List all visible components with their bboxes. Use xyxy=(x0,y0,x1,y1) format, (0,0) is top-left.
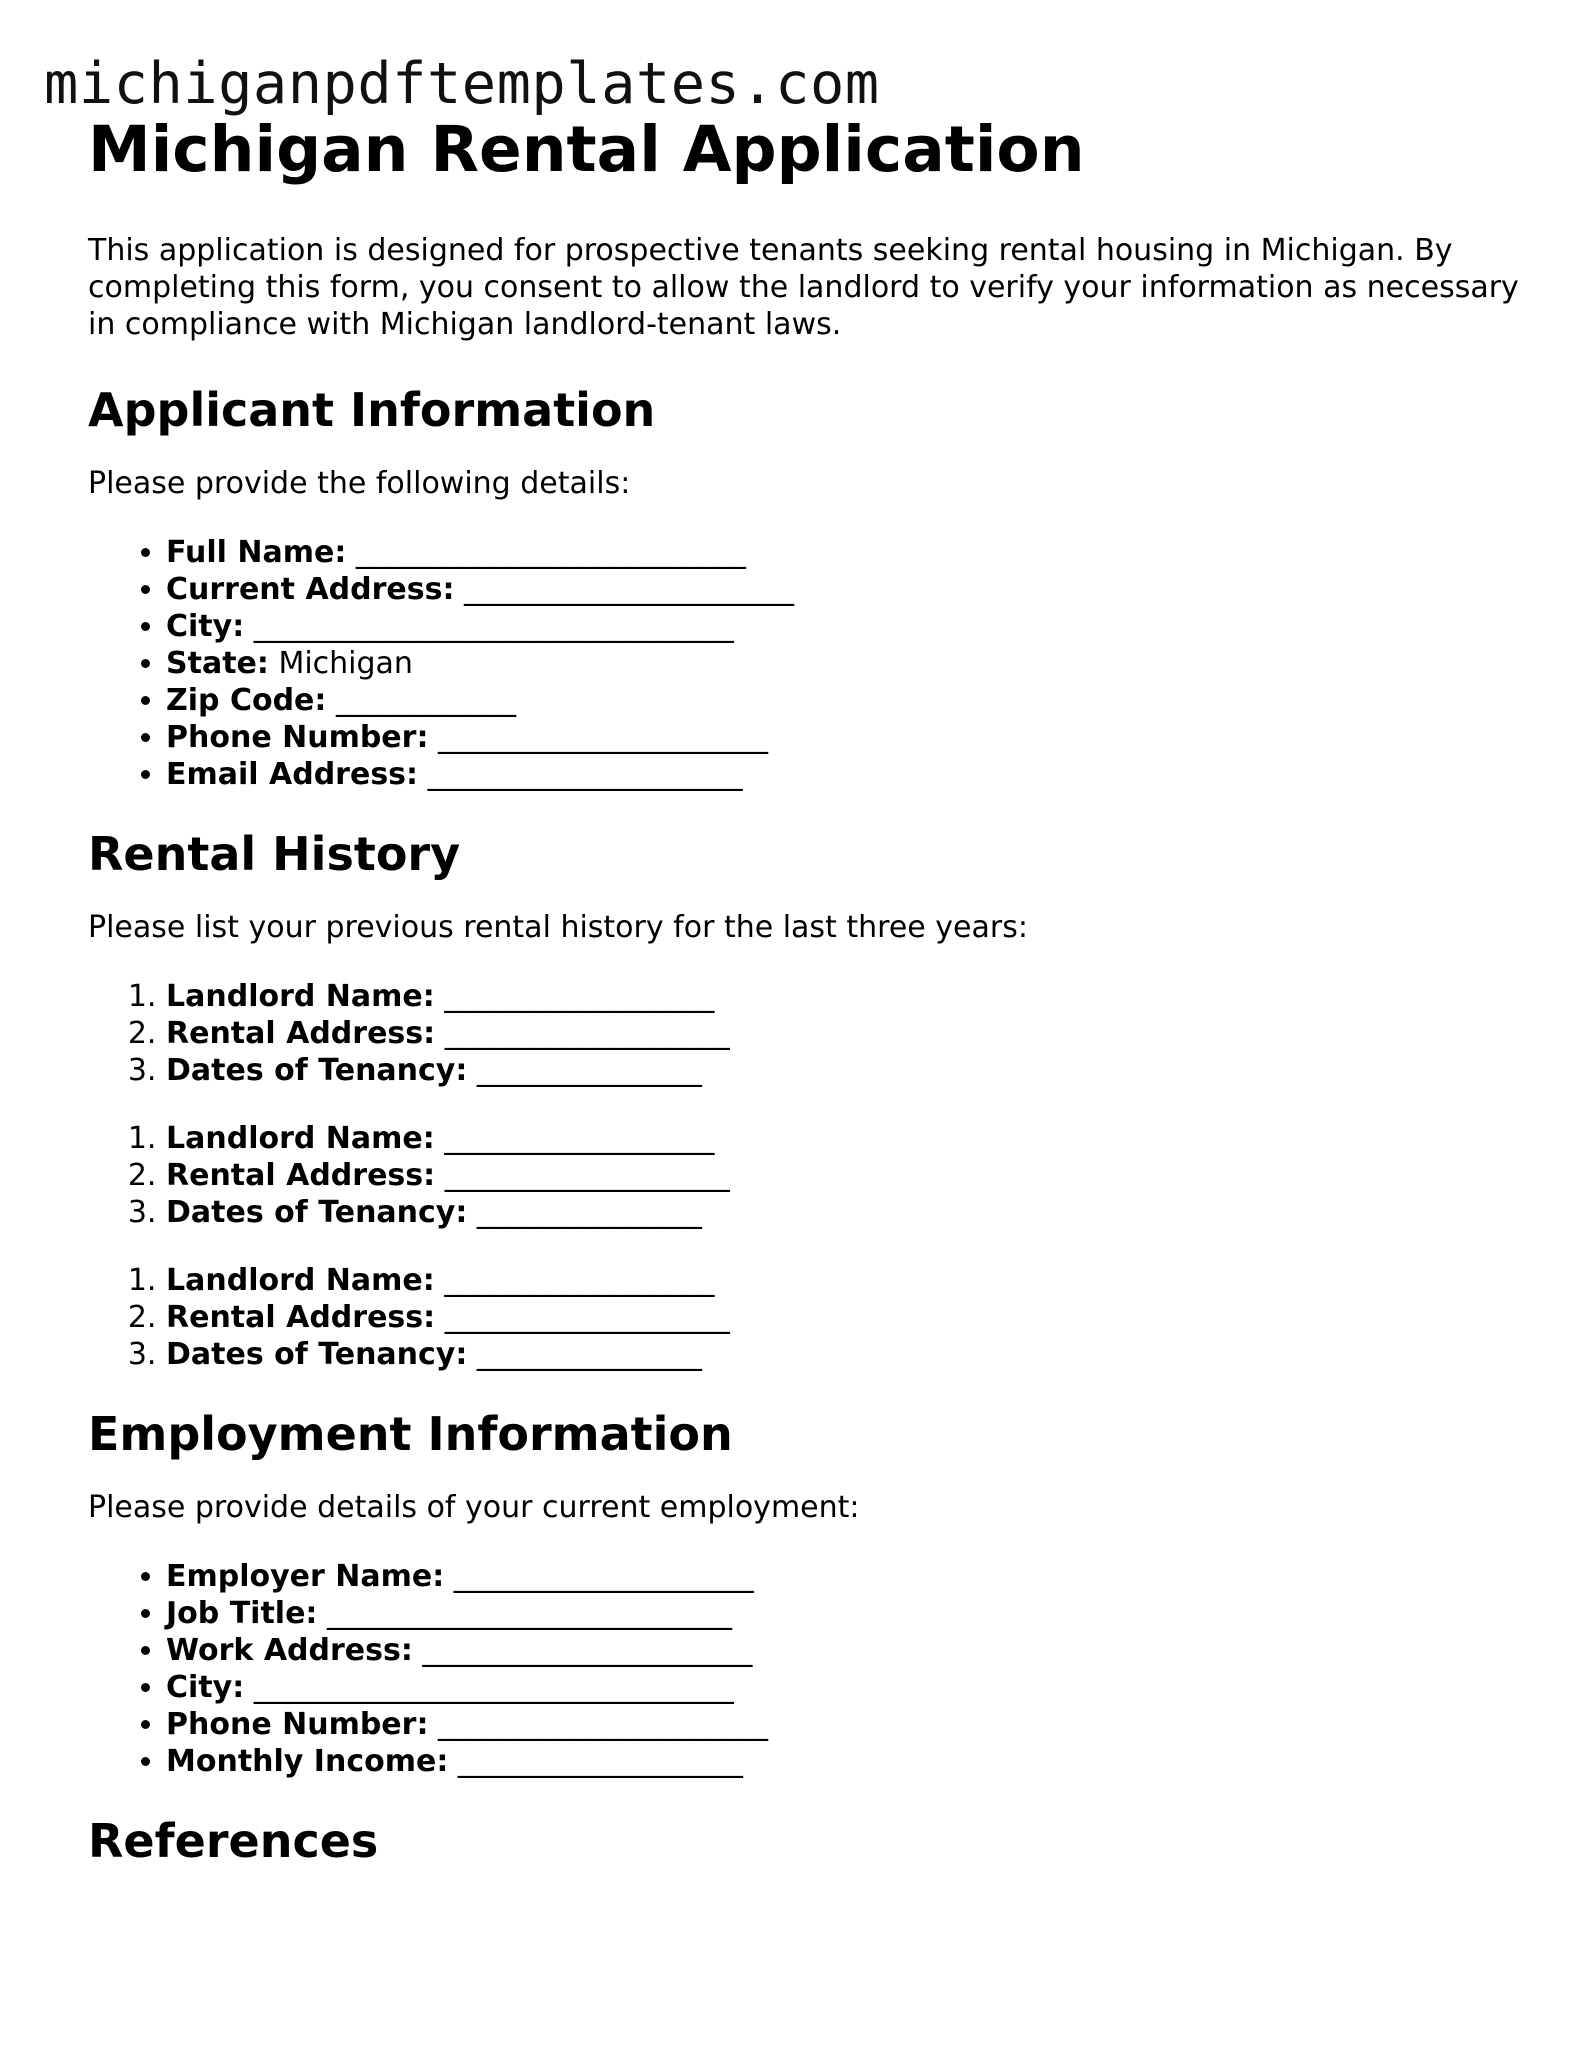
field-value: ____________ xyxy=(335,683,516,718)
field-label: City: xyxy=(166,1670,245,1705)
field-value: _____________________ xyxy=(427,757,743,792)
employment-heading: Employment Information xyxy=(88,1407,733,1461)
field-label: Phone Number: xyxy=(166,720,429,755)
field-label: Phone Number: xyxy=(166,1707,429,1742)
references-heading: References xyxy=(88,1814,379,1868)
applicant-lead: Please provide the following details: xyxy=(88,466,631,501)
work-phone-number-field[interactable] xyxy=(166,1706,1528,1743)
rental-history-heading: Rental History xyxy=(88,827,461,881)
field-label: Full Name: xyxy=(166,535,347,570)
dates-of-tenancy-field[interactable] xyxy=(166,1194,1528,1231)
field-value: ________________________________ xyxy=(253,1670,734,1705)
page-title: Michigan Rental Application xyxy=(88,113,1085,186)
field-value: __________________ xyxy=(444,1263,715,1298)
rental-address-field[interactable] xyxy=(166,1015,1528,1052)
landlord-name-field[interactable] xyxy=(166,978,1528,1015)
email-address-field[interactable] xyxy=(166,756,1528,793)
rental-history-entry-2 xyxy=(88,1120,1528,1231)
field-value: ______________________ xyxy=(438,1707,768,1742)
applicant-fields-list xyxy=(88,534,1528,793)
field-value: ___________________ xyxy=(444,1016,730,1051)
field-label: Dates of Tenancy: xyxy=(166,1195,468,1230)
landlord-name-field[interactable] xyxy=(166,1120,1528,1157)
employment-lead: Please provide details of your current employment: xyxy=(88,1490,860,1525)
full-name-field[interactable] xyxy=(166,534,1528,571)
field-value: ___________________________ xyxy=(326,1596,732,1631)
site-watermark: michiganpdftemplates.com xyxy=(44,51,880,117)
field-value: __________________________ xyxy=(355,535,746,570)
field-label: State: xyxy=(166,646,269,681)
job-title-field[interactable] xyxy=(166,1595,1528,1632)
employment-fields-list xyxy=(88,1558,1528,1780)
document-body xyxy=(88,108,1528,1870)
field-value: ________________________________ xyxy=(253,609,734,644)
field-label: Landlord Name: xyxy=(166,1263,435,1298)
intro-paragraph: This application is designed for prospective tenants seeking rental housing in Michigan. By completing this form, you consent to allow the landlord to verify your information as necessary in compliance with Michigan landlord-tenant laws. xyxy=(88,233,1519,342)
field-label: Monthly Income: xyxy=(166,1744,449,1779)
rental-address-field[interactable] xyxy=(166,1157,1528,1194)
city-field[interactable] xyxy=(166,608,1528,645)
zip-code-field[interactable] xyxy=(166,682,1528,719)
field-label: Rental Address: xyxy=(166,1300,436,1335)
field-label: Dates of Tenancy: xyxy=(166,1053,468,1088)
work-city-field[interactable] xyxy=(166,1669,1528,1706)
field-value: _______________ xyxy=(476,1053,702,1088)
field-value: ___________________ xyxy=(444,1300,730,1335)
field-value: ___________________ xyxy=(457,1744,743,1779)
field-value: ___________________ xyxy=(444,1158,730,1193)
field-value: __________________ xyxy=(444,979,715,1014)
current-address-field[interactable] xyxy=(166,571,1528,608)
field-value: _______________ xyxy=(476,1195,702,1230)
landlord-name-field[interactable] xyxy=(166,1262,1528,1299)
work-address-field[interactable] xyxy=(166,1632,1528,1669)
field-label: Zip Code: xyxy=(166,683,327,718)
rental-history-lead: Please list your previous rental history for the last three years: xyxy=(88,910,1028,945)
dates-of-tenancy-field[interactable] xyxy=(166,1336,1528,1373)
phone-number-field[interactable] xyxy=(166,719,1528,756)
rental-history-entry-3 xyxy=(88,1262,1528,1373)
field-value: _______________ xyxy=(476,1337,702,1372)
field-label: Job Title: xyxy=(166,1596,318,1631)
field-value: __________________ xyxy=(444,1121,715,1156)
field-label: Email Address: xyxy=(166,757,419,792)
field-label: Employer Name: xyxy=(166,1559,445,1594)
rental-history-entry-1 xyxy=(88,978,1528,1089)
state-field xyxy=(166,645,1528,682)
rental-address-field[interactable] xyxy=(166,1299,1528,1336)
field-label: Work Address: xyxy=(166,1633,413,1668)
field-label: City: xyxy=(166,609,245,644)
field-value: Michigan xyxy=(278,646,413,681)
field-value: ______________________ xyxy=(438,720,768,755)
field-value: ____________________ xyxy=(453,1559,754,1594)
applicant-heading: Applicant Information xyxy=(88,383,656,437)
field-label: Rental Address: xyxy=(166,1158,436,1193)
field-value: ______________________ xyxy=(422,1633,753,1668)
field-label: Landlord Name: xyxy=(166,979,435,1014)
monthly-income-field[interactable] xyxy=(166,1743,1528,1780)
field-label: Dates of Tenancy: xyxy=(166,1337,468,1372)
dates-of-tenancy-field[interactable] xyxy=(166,1052,1528,1089)
employer-name-field[interactable] xyxy=(166,1558,1528,1595)
field-value: ______________________ xyxy=(464,572,795,607)
field-label: Rental Address: xyxy=(166,1016,436,1051)
field-label: Landlord Name: xyxy=(166,1121,435,1156)
field-label: Current Address: xyxy=(166,572,455,607)
